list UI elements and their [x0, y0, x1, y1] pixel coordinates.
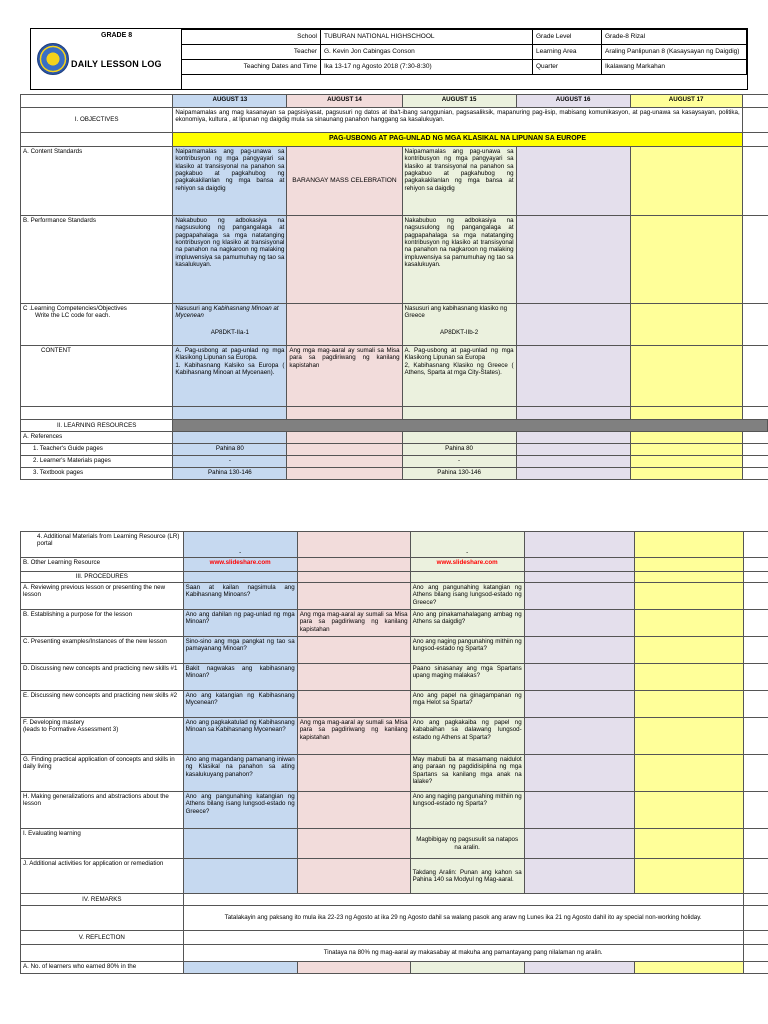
grade-level-label: Grade Level — [533, 30, 602, 45]
extra-col — [743, 859, 768, 894]
procedure-c-aug13: Sino-sino ang mga pangkat ng tao sa pamayanang Minoan? — [183, 637, 297, 664]
performance-standards-label: B. Performance Standards — [21, 216, 173, 304]
extra-col — [743, 691, 768, 718]
content-standards-aug17 — [630, 147, 742, 216]
procedure-h-aug13: Ano ang pangunahing katangian ng Athens bilang isang lungsod-estado ng Greece? — [183, 792, 297, 829]
procedure-f-aug15: Ano ang pagkakaiba ng papel ng kababaihan sa dalawang lungsod-estado ng Athens at Sparta? — [410, 718, 524, 755]
lc-code-aug15: AP8DKT-IIb-2 — [439, 328, 479, 336]
performance-standards-row — [21, 216, 768, 304]
procedure-row-i — [21, 829, 768, 859]
reflection-label-blank — [183, 931, 743, 945]
procedure-i-aug15: Magbibigay ng pagsusulit sa natapos na aralin. — [410, 829, 524, 859]
spacer-aug16 — [516, 407, 630, 420]
remarks-label: IV. REMARKS — [21, 894, 184, 906]
day-header-aug17: AUGUST 17 — [630, 95, 742, 108]
extra-col — [743, 532, 768, 558]
content-aug13 — [173, 346, 287, 407]
remarks-label-row — [21, 894, 768, 906]
learners-materials-row — [21, 456, 768, 468]
procedures-aug16 — [524, 572, 634, 583]
procedure-c-aug15: Ano ang naging pangunahing mithiin ng lungsod-estado ng Sparta? — [410, 637, 524, 664]
procedure-c-aug16 — [524, 637, 634, 664]
procedure-h-aug15: Ano ang naging pangunahing mithiin ng lungsod-estado ng Sparta? — [410, 792, 524, 829]
content-standards-aug13: Naipamamalas ang pag-unawa sa kontribusyon ng mga pangyayari sa klasiko at transisyonal na panahon sa pagkabuo at pagkahubog ng pagkakakilanlan ng mga bansa at rehiyon sa daigdig — [173, 147, 287, 216]
procedure-f-aug14: Ang mga mag-aaral ay sumali sa Misa para sa pagdiriwang ng kanilang kapistahan — [297, 718, 410, 755]
procedures-label: III. PROCEDURES — [21, 572, 184, 583]
learners-80-aug16 — [524, 962, 634, 974]
day-header-aug16: AUGUST 16 — [516, 95, 630, 108]
extra-col — [742, 304, 767, 346]
header-row-dates — [182, 60, 747, 75]
content-aug16 — [516, 346, 630, 407]
procedure-i-aug17 — [635, 829, 744, 859]
spacer-aug15 — [402, 407, 516, 420]
document-title: DAILY LESSON LOG — [71, 59, 162, 69]
procedure-a-aug16 — [524, 583, 634, 610]
procedure-row-c — [21, 637, 768, 664]
header-row-school — [182, 30, 747, 45]
competency-text-aug15: Nasusuri ang kabihasnang klasiko ng Greece — [404, 305, 508, 320]
teacher-value: G. Kevin Jon Cabingas Conson — [321, 45, 533, 60]
procedure-c-aug14 — [297, 637, 410, 664]
procedure-e-aug17 — [635, 691, 744, 718]
procedure-row-b — [21, 610, 768, 637]
teaching-dates-value: Ika 13-17 ng Agosto 2018 (7:30-8:30) — [321, 60, 533, 75]
teaching-dates-label: Teaching Dates and Time — [182, 60, 321, 75]
content-standards-aug16 — [516, 147, 630, 216]
lr-portal-aug13: - — [183, 532, 297, 558]
learning-area-value: Araling Panlipunan 8 (Kasaysayan ng Daigdig) — [602, 45, 747, 60]
learners-80-label: A. No. of learners who earned 80% in the — [21, 962, 184, 974]
procedure-row-g — [21, 755, 768, 792]
procedure-a-aug15: Ano ang pangunahing katangian ng Athens bilang isang lungsod-estado ng Greece? — [410, 583, 524, 610]
extra-col — [743, 664, 768, 691]
procedure-b-aug13: Ano ang dahilan ng pag-unlad ng mga Minoan? — [183, 610, 297, 637]
procedure-b-aug16 — [524, 610, 634, 637]
procedure-j-aug13 — [183, 859, 297, 894]
references-aug13 — [173, 432, 287, 444]
procedure-g-aug13: Ano ang magandang pamanang iniwan ng Klasikal na panahon sa ating kasalukuyang panahon? — [183, 755, 297, 792]
extra-col — [742, 432, 767, 444]
content-row — [21, 346, 768, 407]
procedure-h-aug14 — [297, 792, 410, 829]
objectives-row — [21, 108, 768, 133]
extra-col — [743, 583, 768, 610]
competencies-label: C .Learning Competencies/Objectives — [23, 305, 127, 312]
extra-col — [743, 610, 768, 637]
content-standards-label: A. Content Standards — [21, 147, 173, 216]
spacer-label — [21, 407, 173, 420]
grade-label: GRADE 8 — [101, 32, 133, 39]
barangay-mass-note: BARANGAY MASS CELEBRATION — [287, 147, 402, 216]
lc-code-aug13: AP8DKT-IIa-1 — [210, 328, 249, 336]
remarks-text: Tatalakayin ang paksang ito mula ika 22-23 ng Agosto at ika 29 ng Agosto dahil sa walang pasok ang araw ng Lunes ika 21 ng Agosto dahil ito ay special non-working holiday. — [183, 906, 743, 931]
learners-80-aug15 — [410, 962, 524, 974]
spacer-aug17 — [630, 407, 742, 420]
procedure-a-aug13: Saan at kailan nagsimula ang Kabihasnang Minoans? — [183, 583, 297, 610]
remarks-blank — [21, 906, 184, 931]
procedures-aug15 — [410, 572, 524, 583]
content-aug15-line1: A. Pag-usbong at pag-unlad ng mga Klasikong Lipunan sa Europa — [404, 347, 514, 362]
objectives-banner-row — [21, 133, 768, 147]
procedure-label-e: E. Discussing new concepts and practicing new skills #2 — [21, 691, 184, 718]
remarks-row — [21, 906, 768, 931]
extra-col — [743, 962, 768, 974]
reflection-text-blank — [21, 945, 184, 962]
learners-80-aug13 — [183, 962, 297, 974]
learners-materials-aug17 — [630, 456, 742, 468]
procedure-a-aug14 — [297, 583, 410, 610]
extra-col — [742, 216, 767, 304]
procedure-b-aug17 — [635, 610, 744, 637]
procedure-c-aug17 — [635, 637, 744, 664]
slideshare-link-aug15[interactable]: www.slideshare.com — [410, 558, 524, 572]
extra-col — [743, 931, 768, 945]
content-aug15 — [402, 346, 516, 407]
procedure-row-h — [21, 792, 768, 829]
extra-col — [742, 456, 767, 468]
day-header-row — [21, 95, 768, 108]
procedure-label-j: J. Additional activities for application or remediation — [21, 859, 184, 894]
procedure-g-aug14 — [297, 755, 410, 792]
content-aug17 — [630, 346, 742, 407]
quarter-value: Ikalawang Markahan — [602, 60, 747, 75]
competencies-label-cell — [21, 304, 173, 346]
procedure-g-aug16 — [524, 755, 634, 792]
performance-standards-aug16 — [516, 216, 630, 304]
content-standards-row — [21, 147, 768, 216]
textbook-label: 3. Textbook pages — [21, 468, 173, 480]
content-label: CONTENT — [21, 346, 173, 407]
lr-portal-label: 4. Additional Materials from Learning Resource (LR) portal — [21, 532, 184, 558]
procedure-g-aug17 — [635, 755, 744, 792]
day-header-aug15: AUGUST 15 — [402, 95, 516, 108]
extra-col — [742, 346, 767, 407]
other-resource-aug16 — [524, 558, 634, 572]
lr-portal-aug14 — [297, 532, 410, 558]
textbook-row — [21, 468, 768, 480]
textbook-aug14 — [287, 468, 402, 480]
procedure-i-aug16 — [524, 829, 634, 859]
performance-standards-aug15: Nakabubuo ng adbokasiya na nagsusulong ng pangangalaga at pagpapahalaga sa mga natatanging kontribusyon ng klasiko at transisyonal na panahon na nagkaroon ng malaking impluwensiya sa pamumuhay ng tao sa kasalukuyan. — [402, 216, 516, 304]
procedure-label-d: D. Discussing new concepts and practicing new skills #1 — [21, 664, 184, 691]
reflection-text-row — [21, 945, 768, 962]
grade-level-value: Grade-8 Rizal — [602, 30, 747, 45]
procedure-label-c: C. Presenting examples/Instances of the new lesson — [21, 637, 184, 664]
procedure-d-aug14 — [297, 664, 410, 691]
extra-col — [743, 906, 768, 931]
procedure-j-aug16 — [524, 859, 634, 894]
lesson-log-table-page1 — [20, 94, 768, 480]
procedure-d-aug16 — [524, 664, 634, 691]
teachers-guide-aug17 — [630, 444, 742, 456]
learning-area-label: Learning Area — [533, 45, 602, 60]
procedure-label-b: B. Establishing a purpose for the lesson — [21, 610, 184, 637]
content-aug13-line1: A. Pag-usbong at pag-unlad ng mga Klasikong Lipunan sa Europa. — [175, 347, 285, 362]
lr-portal-aug17 — [635, 532, 744, 558]
references-aug17 — [630, 432, 742, 444]
references-label: A. References — [21, 432, 173, 444]
procedures-aug14 — [297, 572, 410, 583]
extra-col — [743, 558, 768, 572]
spacer-aug14 — [287, 407, 402, 420]
textbook-aug15: Pahina 130-146 — [402, 468, 516, 480]
learners-80-aug14 — [297, 962, 410, 974]
procedure-i-aug14 — [297, 829, 410, 859]
procedure-d-aug15: Paano sinasanay ang mga Spartans upang maging malakas? — [410, 664, 524, 691]
references-aug14 — [287, 432, 402, 444]
procedure-g-aug15: May mabuti ba at masamang naidulot ang paraan ng pagdidisiplina ng mga Spartans sa kanilang mga anak na lalake? — [410, 755, 524, 792]
learners-materials-aug15: - — [402, 456, 516, 468]
procedures-aug17 — [635, 572, 744, 583]
teachers-guide-aug16 — [516, 444, 630, 456]
competencies-aug14 — [287, 304, 402, 346]
competencies-sublabel: Write the LC code for each. — [35, 312, 111, 320]
performance-standards-aug13: Nakabubuo ng adbokasiya na nagsusulong ng pangangalaga at pagpapahalaga sa mga natatanging kontribusyon ng klasiko at transisyonal na panahon na nagkaroon ng malaking impluwensiya sa pamumuhay ng tao sa kasalukuyan. — [173, 216, 287, 304]
competency-italic-aug13: Kabihasnang Minoan at Mycenean — [175, 305, 279, 320]
procedure-b-aug14: Ang mga mag-aaral ay sumali sa Misa para sa pagdiriwang ng kanilang kapistahan — [297, 610, 410, 637]
procedures-aug13 — [183, 572, 297, 583]
resources-gray-bar — [173, 420, 768, 432]
lesson-log-header — [30, 28, 748, 90]
slideshare-link-aug13[interactable]: www.slideshare.com — [183, 558, 297, 572]
competency-text-aug13: Nasusuri ang — [175, 305, 214, 312]
procedures-row — [21, 572, 768, 583]
procedure-d-aug13: Bakit nagwakas ang kabihasnang Minoan? — [183, 664, 297, 691]
procedure-j-aug14 — [297, 859, 410, 894]
reflection-label: V. REFLECTION — [21, 931, 184, 945]
extra-col — [743, 637, 768, 664]
textbook-aug16 — [516, 468, 630, 480]
content-aug14: Ang mga mag-aaral ay sumali sa Misa para sa pagdiriwang ng kanilang kapistahan — [287, 346, 402, 407]
other-resource-aug17 — [635, 558, 744, 572]
lr-portal-row — [21, 532, 768, 558]
procedure-h-aug17 — [635, 792, 744, 829]
procedure-d-aug17 — [635, 664, 744, 691]
extra-col — [742, 407, 767, 420]
procedure-f-aug13: Ano ang pagkakatulad ng Kabihasnang Minoan sa Kabihasnang Mycenean? — [183, 718, 297, 755]
references-aug15 — [402, 432, 516, 444]
learners-materials-aug16 — [516, 456, 630, 468]
procedure-i-aug13 — [183, 829, 297, 859]
lesson-log-table-page2 — [20, 531, 768, 974]
extra-col — [743, 894, 768, 906]
teachers-guide-aug15: Pahina 80 — [402, 444, 516, 456]
learners-materials-aug13: - — [173, 456, 287, 468]
day-header-aug13: AUGUST 13 — [173, 95, 287, 108]
remarks-label-blank — [183, 894, 743, 906]
teachers-guide-row — [21, 444, 768, 456]
procedure-e-aug14 — [297, 691, 410, 718]
lr-portal-aug15: - — [410, 532, 524, 558]
references-aug16 — [516, 432, 630, 444]
header-title-block — [31, 29, 182, 89]
deped-seal-icon — [37, 43, 69, 75]
quarter-label: Quarter — [533, 60, 602, 75]
extra-col — [742, 468, 767, 480]
teacher-label: Teacher — [182, 45, 321, 60]
performance-standards-aug14 — [287, 216, 402, 304]
extra-col — [743, 792, 768, 829]
school-label: School — [182, 30, 321, 45]
procedure-f-aug17 — [635, 718, 744, 755]
header-row-teacher — [182, 45, 747, 60]
procedure-j-aug17 — [635, 859, 744, 894]
school-value: TUBURAN NATIONAL HIGHSCHOOL — [321, 30, 533, 45]
header-info-table — [181, 29, 747, 75]
procedure-label-i: I. Evaluating learning — [21, 829, 184, 859]
resources-label: II. LEARNING RESOURCES — [21, 420, 173, 432]
objectives-text: Naipamamalas ang mag kasanayan sa pagsisiyasat, pagsusuri ng datos at iba't-ibang sanggunian, pagsasaliksik, mapanuring pag-iisip, mabisang komunikasyon, at pag-unawa sa kasaysayan, politika, ekonomiya, kultura , at lipunan ng daigdig mula sa sinaunang panahon hanggang sa kasalukuyan. — [173, 108, 742, 133]
objectives-label: I. OBJECTIVES — [21, 108, 173, 133]
lr-portal-aug16 — [524, 532, 634, 558]
reflection-row — [21, 931, 768, 945]
extra-col — [742, 133, 767, 147]
other-resource-aug14 — [297, 558, 410, 572]
textbook-aug13: Pahina 130-146 — [173, 468, 287, 480]
learners-materials-label: 2. Learner's Materials pages — [21, 456, 173, 468]
procedure-label-a: A. Reviewing previous lesson or presenting the new lesson — [21, 583, 184, 610]
textbook-aug17 — [630, 468, 742, 480]
content-aug15-line2: 2, Kabihasnang Klasiko ng Greece ( Athens, Sparta at mga City-States). — [404, 361, 514, 376]
procedure-j-aug15: Takdang Aralin: Punan ang kahon sa Pahina 140 sa Modyul ng Mag-aaral. — [410, 859, 524, 894]
procedure-row-a — [21, 583, 768, 610]
competencies-row — [21, 304, 768, 346]
competencies-aug15 — [402, 304, 516, 346]
competencies-aug17 — [630, 304, 742, 346]
reflection-text: Tinataya na 80% ng mag-aaral ay makasabay at makuha ang pamantayang pang nilalaman ng aralin. — [183, 945, 743, 962]
procedure-f-aug16 — [524, 718, 634, 755]
day-header-aug14: AUGUST 14 — [287, 95, 402, 108]
resources-row — [21, 420, 768, 432]
procedure-label-h: H. Making generalizations and abstractions about the lesson — [21, 792, 184, 829]
banner-blank — [21, 133, 173, 147]
other-resource-row — [21, 558, 768, 572]
other-resource-label: B. Other Learning Resource — [21, 558, 184, 572]
extra-col — [743, 572, 768, 583]
extra-col — [742, 147, 767, 216]
performance-standards-aug17 — [630, 216, 742, 304]
learners-80-row — [21, 962, 768, 974]
extra-col — [743, 718, 768, 755]
procedure-row-f — [21, 718, 768, 755]
learners-80-aug17 — [635, 962, 744, 974]
extra-col — [742, 444, 767, 456]
procedure-h-aug16 — [524, 792, 634, 829]
extra-col — [743, 755, 768, 792]
references-row — [21, 432, 768, 444]
teachers-guide-aug13: Pahina 80 — [173, 444, 287, 456]
competencies-aug13 — [173, 304, 287, 346]
procedure-b-aug15: Ano ang pinakamahalagang ambag ng Athens sa daigdig? — [410, 610, 524, 637]
procedure-e-aug13: Ano ang katangian ng Kabihasnang Mycenean? — [183, 691, 297, 718]
spacer-aug13 — [173, 407, 287, 420]
procedure-label-g: G. Finding practical application of concepts and skills in daily living — [21, 755, 184, 792]
procedure-row-j — [21, 859, 768, 894]
extra-col — [742, 95, 767, 108]
procedure-e-aug16 — [524, 691, 634, 718]
extra-col — [742, 108, 767, 133]
extra-col — [743, 829, 768, 859]
procedure-row-e — [21, 691, 768, 718]
learners-materials-aug14 — [287, 456, 402, 468]
content-standards-aug15: Naipamamalas ang pag-unawa sa kontribusyon ng mga pangyayari sa klasiko at transisyonal na panahon sa pagkabuo at pagkahubog ng pagkakakilanlan ng mga bansa at rehiyon sa daigdig — [402, 147, 516, 216]
teachers-guide-label: 1. Teacher's Guide pages — [21, 444, 173, 456]
extra-col — [743, 945, 768, 962]
procedure-label-f: F. Developing mastery (leads to Formative Assessment 3) — [21, 718, 184, 755]
unit-banner: PAG-USBONG AT PAG-UNLAD NG MGA KLASIKAL NA LIPUNAN SA EUROPE — [173, 133, 742, 147]
content-spacer-row — [21, 407, 768, 420]
competencies-aug16 — [516, 304, 630, 346]
teachers-guide-aug14 — [287, 444, 402, 456]
procedure-row-d — [21, 664, 768, 691]
procedure-e-aug15: Ano ang papel na ginagampanan ng mga Helot sa Sparta? — [410, 691, 524, 718]
content-aug13-line2: 1. Kabihasnang Kalsiko sa Europa ( Kabihasnang Minoan at Mycenaen). — [175, 361, 285, 376]
day-header-blank — [21, 95, 173, 108]
procedure-a-aug17 — [635, 583, 744, 610]
